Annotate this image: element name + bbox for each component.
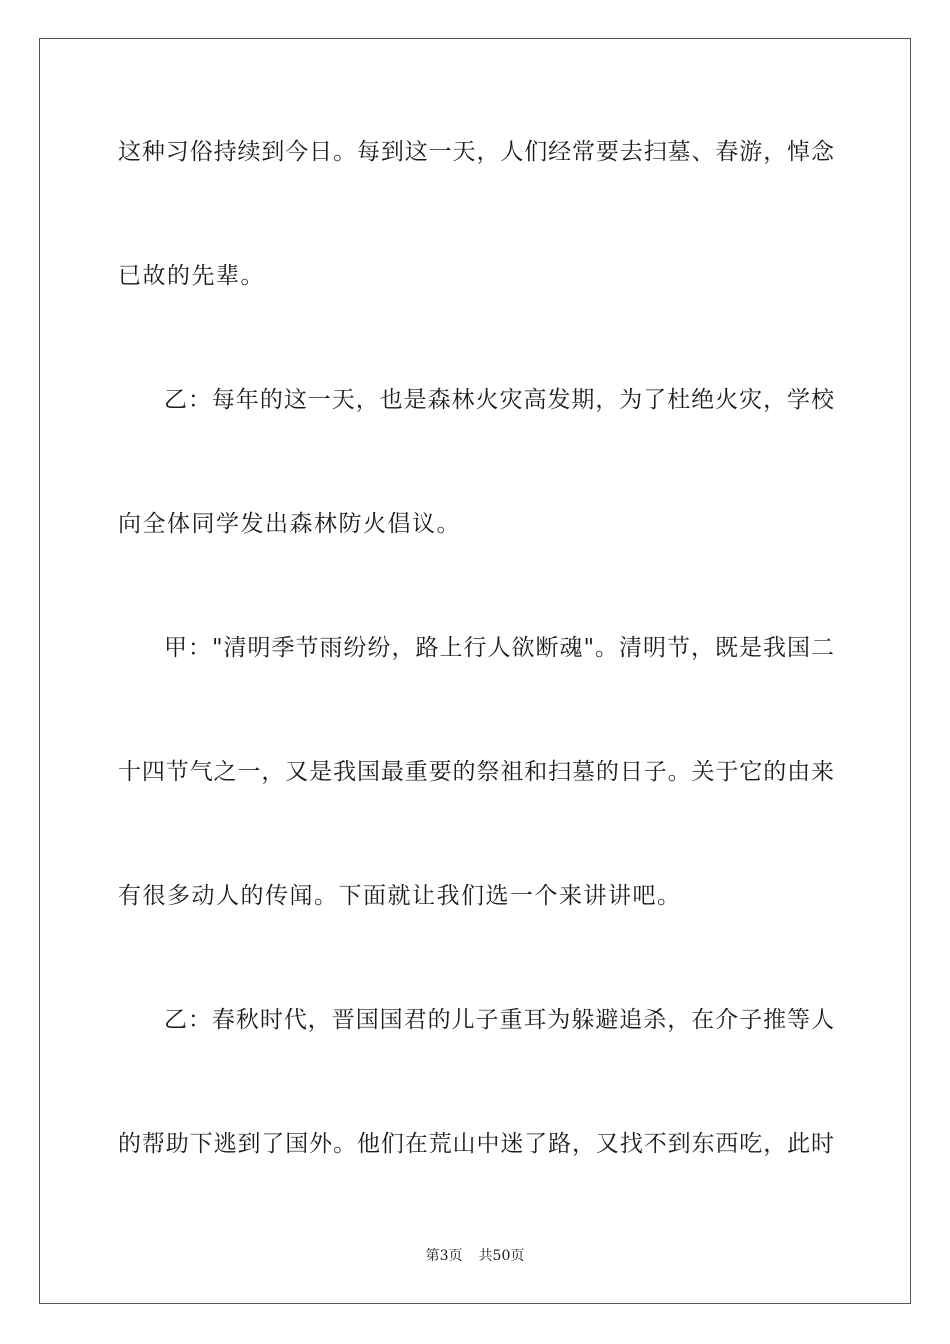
body-line-8: 乙：春秋时代，晋国国君的儿子重耳为躲避追杀，在介子推等人 bbox=[164, 1007, 834, 1033]
body-line-4: 向全体同学发出森林防火倡议。 bbox=[118, 511, 461, 537]
body-line-9: 的帮助下逃到了国外。他们在荒山中迷了路，又找不到东西吃，此时 bbox=[118, 1131, 834, 1157]
body-line-1: 这种习俗持续到今日。每到这一天，人们经常要去扫墓、春游，悼念 bbox=[118, 139, 834, 165]
page-total: 共50页 bbox=[478, 1248, 525, 1264]
body-line-2: 已故的先辈。 bbox=[118, 263, 265, 289]
body-line-6: 十四节气之一，又是我国最重要的祭祖和扫墓的日子。关于它的由来 bbox=[118, 759, 834, 785]
page-border bbox=[39, 38, 911, 1304]
page-footer bbox=[0, 1247, 950, 1265]
body-line-3: 乙：每年的这一天，也是森林火灾高发期，为了杜绝火灾，学校 bbox=[164, 387, 834, 413]
page-number: 第3页 bbox=[425, 1248, 463, 1264]
body-line-7: 有很多动人的传闻。下面就让我们选一个来讲讲吧。 bbox=[118, 883, 682, 909]
body-line-5: 甲："清明季节雨纷纷，路上行人欲断魂"。清明节，既是我国二 bbox=[164, 635, 834, 661]
